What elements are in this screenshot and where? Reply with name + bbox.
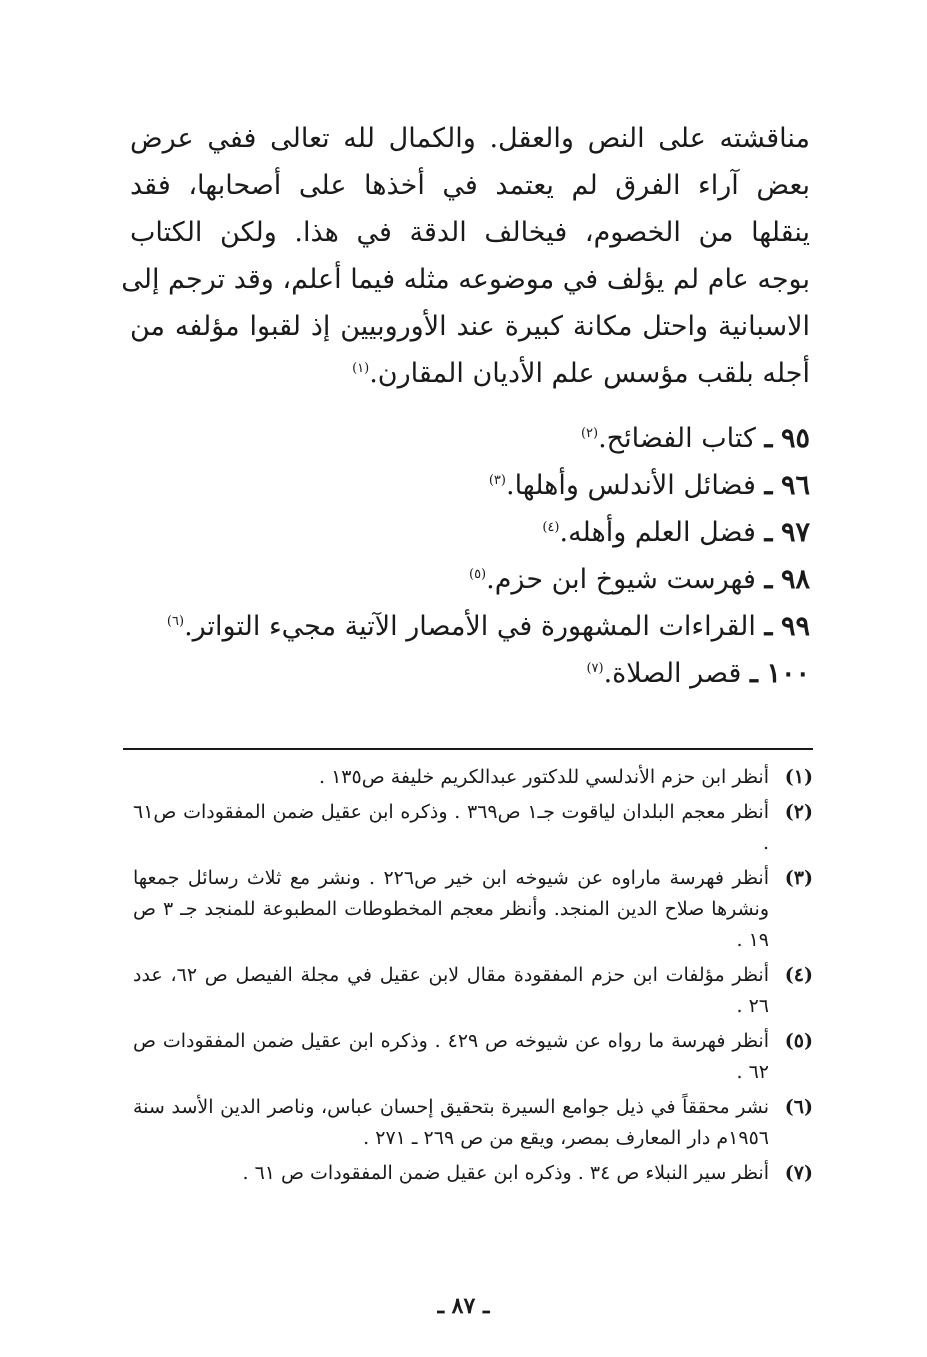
body-line: بعض آراء الفرق لم يعتمد في أخذها على أصحابها، فقد	[130, 170, 810, 201]
item-title: كتاب الفضائح.	[598, 423, 756, 454]
body-line: الاسبانية واحتل مكانة كبيرة عند الأوروبيين إذ لقبوا مؤلفه من	[130, 311, 810, 342]
footnote-reference: (٦)	[166, 614, 185, 629]
footnote-text: نشر محققاً في ذيل جوامع السيرة بتحقيق إحسان عباس، وناصر الدين الأسد سنة ١٩٥٦م دار المعارف بمصر، ويقع من ص ٢٦٩ ـ ٢٧١ .	[133, 1096, 769, 1149]
body-line-last	[130, 350, 810, 397]
footnote-text: أنظر مؤلفات ابن حزم المفقودة مقال لابن عقيل في مجلة الفيصل ص ٦٢، عدد ٢٦ .	[133, 964, 769, 1017]
item-separator: ـ	[764, 517, 773, 548]
list-item	[130, 415, 810, 462]
list-item	[130, 603, 810, 650]
footnote-reference: (١)	[352, 361, 370, 376]
item-number: ١٠٠	[766, 658, 810, 689]
footnote-number: (٥)	[784, 1030, 813, 1052]
body-line: ينقلها من الخصوم، فيخالف الدقة في هذا. ولكن الكتاب	[130, 217, 810, 248]
body-paragraph	[121, 115, 810, 397]
item-title: قصر الصلاة.	[603, 658, 742, 689]
body-line-text: أجله بلقب مؤسس علم الأديان المقارن.	[369, 358, 810, 389]
footnote-reference: (٤)	[542, 520, 560, 535]
footnote-text: أنظر فهرسة ماراوه عن شيوخه ابن خير ص٢٢٦ . ونشر مع ثلاث رسائل جمعها ونشرها صلاح الدين المنجد. وأنظر معجم المخطوطات المطبوعة للمنجد جـ ٣ ص ١٩ .	[133, 867, 770, 951]
item-number: ٩٦	[780, 470, 810, 501]
page-number: ـ ٨٧ ـ	[437, 1293, 490, 1319]
footnote	[133, 863, 813, 956]
item-number: ٩٩	[780, 611, 810, 642]
footnote-number: (١)	[784, 766, 813, 788]
footnote-text: أنظر فهرسة ما رواه عن شيوخه ص ٤٢٩ . وذكره ابن عقيل ضمن المفقودات ص ٦٢ .	[133, 1030, 769, 1083]
footnote-text: أنظر معجم البلدان لياقوت جـ١ ص٣٦٩ . وذكره ابن عقيل ضمن المفقودات ص٦١ .	[133, 801, 769, 854]
footnotes-section	[133, 762, 813, 1193]
item-number: ٩٨	[780, 564, 810, 595]
item-separator: ـ	[764, 470, 773, 501]
footnote-reference: (٢)	[580, 426, 599, 441]
item-separator: ـ	[764, 564, 773, 595]
footnote-reference: (٧)	[586, 661, 604, 676]
footnote	[133, 1092, 813, 1154]
list-item	[130, 462, 810, 509]
footnote-number: (٦)	[784, 1096, 813, 1118]
list-item	[130, 650, 810, 697]
footnote	[133, 797, 813, 859]
footnote-divider	[123, 748, 813, 750]
list-item	[130, 509, 810, 556]
item-title: فضائل الأندلس وأهلها.	[505, 470, 756, 501]
footnote	[133, 762, 813, 793]
footnote-text: أنظر سير النبلاء ص ٣٤ . وذكره ابن عقيل ضمن المفقودات ص ٦١ .	[242, 1162, 769, 1184]
footnote-text: أنظر ابن حزم الأندلسي للدكتور عبدالكريم خليفة ص١٣٥ .	[319, 766, 769, 788]
item-separator: ـ	[764, 423, 773, 454]
item-number: ٩٥	[780, 423, 810, 454]
footnote	[133, 1158, 813, 1189]
footnote-reference: (٣)	[488, 473, 506, 488]
footnote	[133, 960, 813, 1022]
item-title: فضل العلم وأهله.	[559, 517, 756, 548]
item-number: ٩٧	[780, 517, 810, 548]
item-separator: ـ	[764, 611, 773, 642]
list-item	[130, 556, 810, 603]
footnote-number: (٧)	[784, 1162, 813, 1184]
footnote-reference: (٥)	[468, 567, 487, 582]
item-title: القراءات المشهورة في الأمصار الآتية مجيء التواتر.	[184, 611, 756, 642]
item-title: فهرست شيوخ ابن حزم.	[486, 564, 756, 595]
body-line: بوجه عام لم يؤلف في موضوعه مثله فيما أعلم، وقد ترجم إلى	[121, 264, 810, 295]
item-separator: ـ	[749, 658, 758, 689]
footnote-number: (٤)	[784, 964, 813, 986]
book-titles-list	[130, 415, 810, 697]
body-line: مناقشته على النص والعقل. والكمال لله تعالى ففي عرض	[130, 123, 810, 154]
footnote	[133, 1026, 813, 1088]
footnote-number: (٣)	[784, 867, 813, 889]
footnote-number: (٢)	[784, 801, 813, 823]
